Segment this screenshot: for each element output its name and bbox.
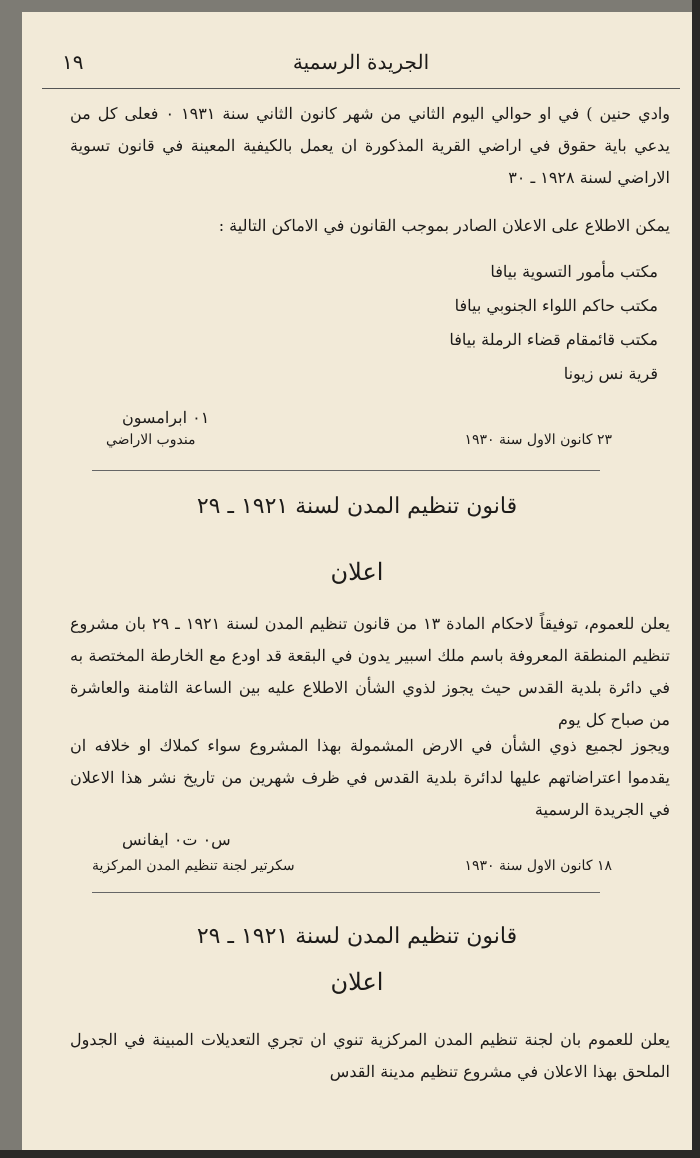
page-header bbox=[42, 48, 680, 89]
notice2-paragraph1: يعلن للعموم، توفيقاً لاحكام المادة ١٣ من قانون تنظيم المدن لسنة ١٩٢١ ـ ٢٩ بان مشروع تنظيم المنطقة المعروفة باسم ملك اسبير يدون في البقعة قد اودع مع الخارطة المختصة به في دائرة بلدية القدس حيث يجوز لذوي الشأن الاطلاع عليه بين الساعة الثامنة والعاشرة من صباح كل يوم bbox=[70, 614, 670, 729]
notice1-place: مكتب مأمور التسوية بيافا bbox=[490, 262, 658, 281]
notice2-law-title: قانون تنظيم المدن لسنة ١٩٢١ ـ ٢٩ bbox=[196, 494, 518, 519]
scan-edge-right bbox=[692, 0, 700, 1158]
notice3-heading: اعلان bbox=[330, 968, 384, 996]
notice1-signer-role: مندوب الاراضي bbox=[106, 432, 196, 448]
scan-edge-bottom bbox=[0, 1150, 700, 1158]
notice3-law-title: قانون تنظيم المدن لسنة ١٩٢١ ـ ٢٩ bbox=[196, 924, 518, 949]
section-divider bbox=[92, 470, 600, 471]
notice1-place: قرية نس زيونا bbox=[563, 364, 658, 383]
notice2-signer-name: س٠ ت٠ ايفانس bbox=[122, 830, 231, 849]
gazette-page bbox=[22, 12, 692, 1150]
notice1-intro: يمكن الاطلاع على الاعلان الصادر بموجب القانون في الاماكن التالية : bbox=[218, 216, 670, 235]
notice1-signer-name: ٠١ ابرامسون bbox=[122, 408, 210, 427]
notice1-place: مكتب قائمقام قضاء الرملة بيافا bbox=[449, 330, 658, 349]
notice2-signer-role: سكرتير لجنة تنظيم المدن المركزية bbox=[92, 858, 295, 874]
notice1-opening-text: وادي حنين ) في او حوالي اليوم الثاني من شهر كانون الثاني سنة ١٩٣١ ٠ فعلى كل من يدعي باية حقوق في اراضي القرية المذكورة ان يعمل بالكيفية المعينة في قانون تسوية الاراضي لسنة ١٩٢٨ ـ ٣٠ bbox=[70, 104, 670, 187]
notice1-date: ٢٣ كانون الاول سنة ١٩٣٠ bbox=[464, 432, 612, 448]
section-divider bbox=[92, 892, 600, 893]
page-number: ١٩ bbox=[62, 50, 84, 74]
notice1-place: مكتب حاكم اللواء الجنوبي بيافا bbox=[454, 296, 658, 315]
notice2-paragraph2: ويجوز لجميع ذوي الشأن في الارض المشمولة بهذا المشروع سواء كملاك او خلافه ان يقدموا اعتراضاتهم عليها لدائرة بلدية القدس في ظرف شهرين من تاريخ نشر هذا الاعلان في الجريدة الرسمية bbox=[70, 736, 670, 819]
notice2-heading: اعلان bbox=[330, 558, 384, 586]
journal-title: الجريدة الرسمية bbox=[292, 50, 430, 74]
notice3-paragraph: يعلن للعموم بان لجنة تنظيم المدن المركزية تنوي ان تجري التعديلات المبينة في الجدول الملحق بهذا الاعلان في مشروع تنظيم مدينة القدس bbox=[70, 1030, 670, 1081]
notice2-date: ١٨ كانون الاول سنة ١٩٣٠ bbox=[464, 858, 612, 874]
